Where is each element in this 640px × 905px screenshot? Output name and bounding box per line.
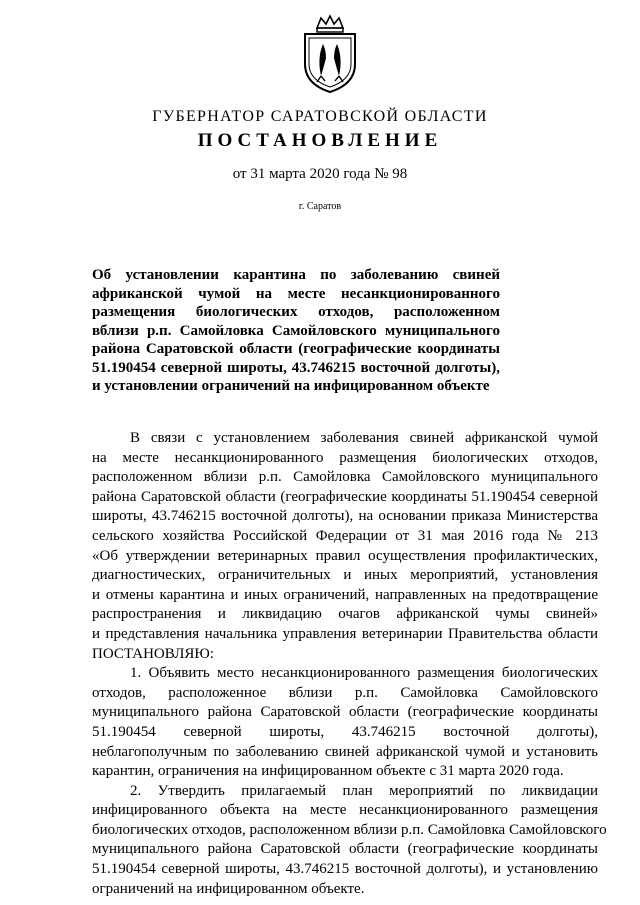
issuing-authority: ГУБЕРНАТОР САРАТОВСКОЙ ОБЛАСТИ xyxy=(152,108,488,125)
title-line: размещения биологических отходов, расположенном xyxy=(92,304,500,320)
saratov-coat-of-arms-icon xyxy=(297,14,363,94)
body-line: неблагополучным по заболеванию свиней африканской чумой и установить xyxy=(92,743,598,760)
body-line-item-1: 1. Объявить место несанкционированного размещения биологических xyxy=(130,665,598,682)
title-line: района Саратовской области (географические координаты xyxy=(92,341,500,357)
title-line: 51.190454 северной широты, 43.746215 восточной долготы), xyxy=(92,359,500,376)
body-line: ограничений на инфицированном объекте. xyxy=(92,880,365,897)
body-line: района Саратовской области (географические координаты 51.190454 северной xyxy=(92,488,598,505)
body-line: и отмены карантина и иных ограничений, направленных на предотвращение xyxy=(92,586,598,603)
body-line: распространения и ликвидацию очагов африканской чумы свиней» xyxy=(92,606,598,623)
body-line: и представления начальника управления ветеринарии Правительства области xyxy=(92,625,598,642)
body-line: муниципального района Саратовской области (географические координаты xyxy=(92,704,598,721)
body-line: расположенном вблизи р.п. Самойловка Самойловского муниципального xyxy=(92,469,598,486)
body-line: карантин, ограничения на инфицированном объекте с 31 марта 2020 года. xyxy=(92,763,564,780)
body-line: В связи с установлением заболевания свиней африканской чумой xyxy=(130,430,598,446)
body-line: широты, 43.746215 восточной долготы), на основании приказа Министерства xyxy=(92,508,598,525)
body-line: 51.190454 северной широты, 43.746215 восточной долготы), xyxy=(92,723,598,740)
body-line-item-2: 2. Утвердить прилагаемый план мероприятий по ликвидации xyxy=(130,782,598,799)
title-line: и установлении ограничений на инфицированном объекте xyxy=(92,378,490,394)
body-line-resolve: ПОСТАНОВЛЯЮ: xyxy=(92,645,214,662)
body-line: муниципального района Саратовской области (географические координаты xyxy=(92,841,598,858)
body-line: «Об утверждении ветеринарных правил осуществления профилактических, xyxy=(92,547,598,564)
document-city: г. Саратов xyxy=(298,201,342,212)
document-type: ПОСТАНОВЛЕНИЕ xyxy=(197,130,443,151)
document-title xyxy=(92,266,500,396)
body-line: на месте несанкционированного размещения биологических отходов, xyxy=(92,449,598,466)
body-line: отходов, расположенное вблизи р.п. Самойловка Самойловского xyxy=(92,684,598,701)
body-line: инфицированного объекта на месте несанкционированного размещения xyxy=(92,802,598,819)
title-line: африканской чумой на месте несанкционированного xyxy=(92,285,500,302)
body-line: диагностических, ограничительных и иных мероприятий, установления xyxy=(92,567,598,584)
body-line: сельского хозяйства Российской Федерации от 31 мая 2016 года № 213 xyxy=(92,527,598,544)
title-line: вблизи р.п. Самойловка Самойловского муниципального xyxy=(92,322,500,339)
body-line: биологических отходов, расположенном вблизи р.п. Самойловка Самойловского xyxy=(92,821,607,838)
document-date-number: от 31 марта 2020 года № 98 xyxy=(232,166,408,182)
title-line: Об установлении карантина по заболеванию свиней xyxy=(92,267,500,283)
body-line: 51.190454 северной широты, 43.746215 восточной долготы), и установлению xyxy=(92,861,598,878)
document-body xyxy=(92,429,607,899)
